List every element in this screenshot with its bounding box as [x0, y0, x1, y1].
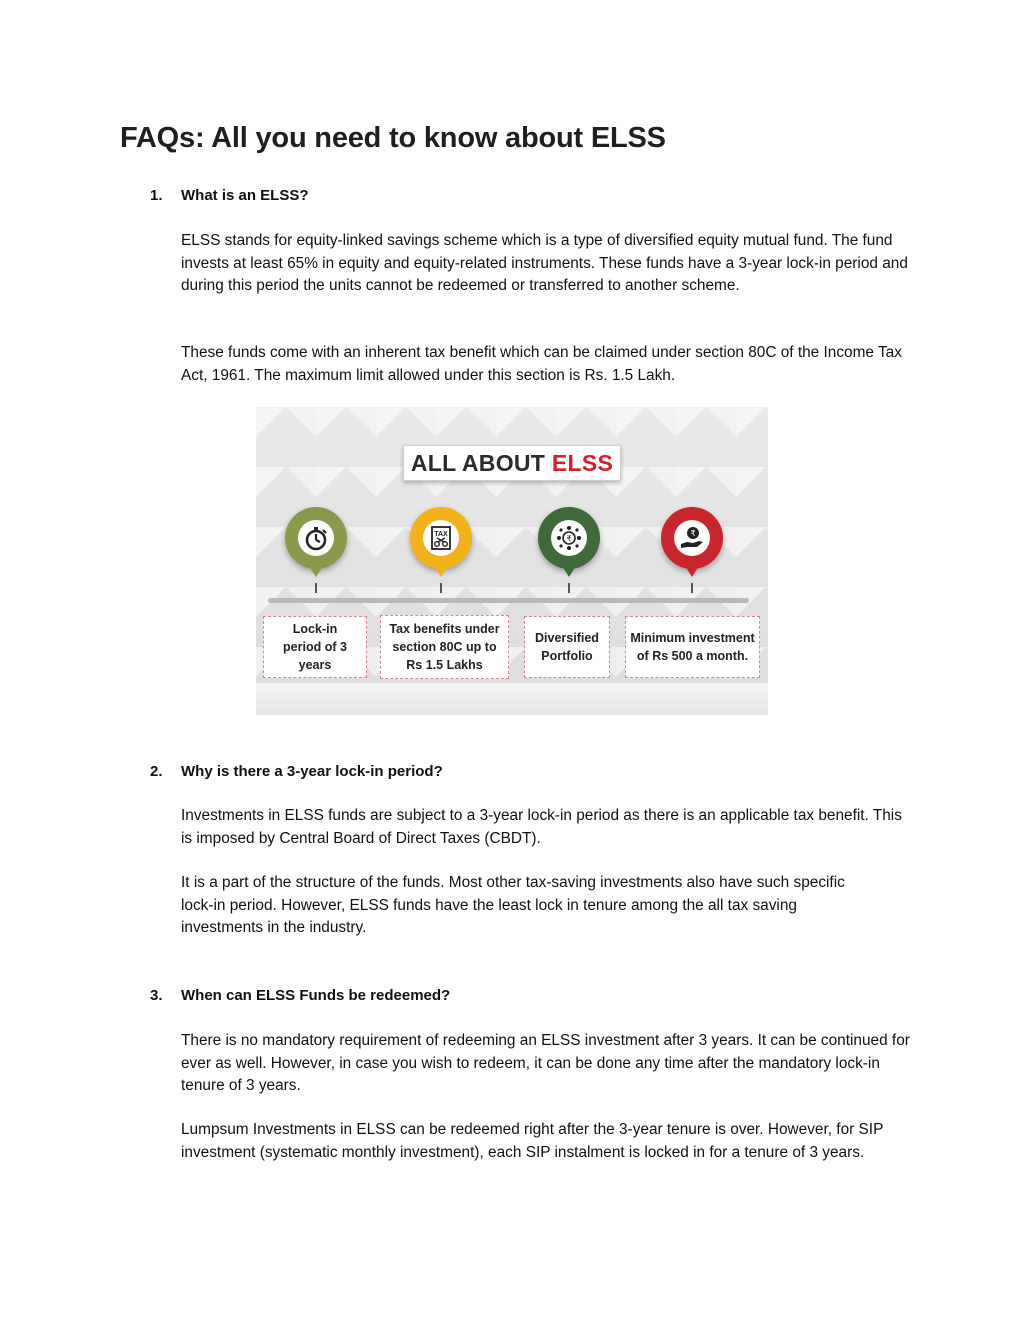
tax-scissors-icon	[428, 525, 454, 551]
faq-question-1	[150, 187, 309, 204]
feature-card-text: Lock-in period of 3 years	[283, 622, 347, 672]
infographic-title	[403, 445, 621, 481]
faq-answer-paragraph: There is no mandatory requirement of redeeming an ELSS investment after 3 years. It can be continued for ever as well. However, in case you wish to redeem, it can be done any time after the mandatory lock-in tenure of 3 years.	[181, 1032, 910, 1095]
pin-stem	[691, 583, 693, 593]
faq-question-text: When can ELSS Funds be redeemed?	[181, 987, 451, 1004]
faq-number: 2.	[150, 763, 163, 780]
faq-question-3	[150, 987, 450, 1004]
feature-card-lock-in	[263, 616, 367, 678]
faq-number: 1.	[150, 187, 163, 204]
faq-answer-paragraph: Investments in ELSS funds are subject to a 3-year lock-in period as there is an applicable tax benefit. This is imposed by Central Board of Direct Taxes (CBDT).	[181, 807, 902, 847]
faq-answer-paragraph: Lumpsum Investments in ELSS can be redeemed right after the 3-year tenure is over. However, for SIP investment (systematic monthly investment), each SIP instalment is locked in for a tenure of 3 years.	[181, 1121, 884, 1161]
faq-number: 3.	[150, 987, 163, 1004]
faq-answer-paragraph: ELSS stands for equity-linked savings scheme which is a type of diversified equity mutual fund. The fund invests at least 65% in equity and equity-related instruments. These funds have a 3-year lock-in period and during this period the units cannot be redeemed or transferred to another scheme.	[181, 232, 908, 295]
portfolio-pin	[538, 507, 600, 569]
faq-answer-paragraph: It is a part of the structure of the funds. Most other tax-saving investments also have such specific lock-in period. However, ELSS funds have the least lock in tenure among the all tax saving investments in the industry.	[181, 874, 845, 937]
stopwatch-icon	[303, 525, 329, 551]
timeline-bar	[268, 598, 749, 603]
pin-stem	[440, 583, 442, 593]
investment-pin	[661, 507, 723, 569]
infographic-title-part2: ELSS	[551, 450, 614, 476]
pin-stem	[315, 583, 317, 593]
feature-card-text: Minimum investment of Rs 500 a month.	[630, 631, 755, 663]
svg-text:₹: ₹	[690, 529, 696, 538]
feature-card-diversified	[524, 616, 610, 678]
infographic-title-part1: ALL ABOUT	[410, 450, 546, 476]
page-title: FAQs: All you need to know about ELSS	[120, 122, 666, 154]
elss-infographic	[256, 407, 768, 715]
stopwatch-pin	[285, 507, 347, 569]
feature-card-tax-benefits	[380, 615, 509, 679]
tax-pin	[410, 507, 472, 569]
infographic-floor	[256, 683, 768, 715]
rupee-hand-icon	[679, 525, 705, 551]
faq-question-text: What is an ELSS?	[181, 187, 309, 204]
pin-stem	[568, 583, 570, 593]
rupee-network-icon	[556, 525, 582, 551]
feature-card-minimum-investment	[625, 616, 760, 678]
feature-card-text: Tax benefits under section 80C up to Rs 1.5 Lakhs	[389, 622, 500, 672]
faq-question-text: Why is there a 3-year lock-in period?	[181, 763, 443, 780]
feature-card-text: Diversified Portfolio	[535, 631, 599, 663]
faq-answer-paragraph: These funds come with an inherent tax benefit which can be claimed under section 80C of the Income Tax Act, 1961. The maximum limit allowed under this section is Rs. 1.5 Lakh.	[181, 344, 902, 384]
faq-question-2	[150, 763, 443, 780]
svg-text:TAX: TAX	[434, 531, 448, 538]
svg-text:₹: ₹	[566, 534, 572, 544]
